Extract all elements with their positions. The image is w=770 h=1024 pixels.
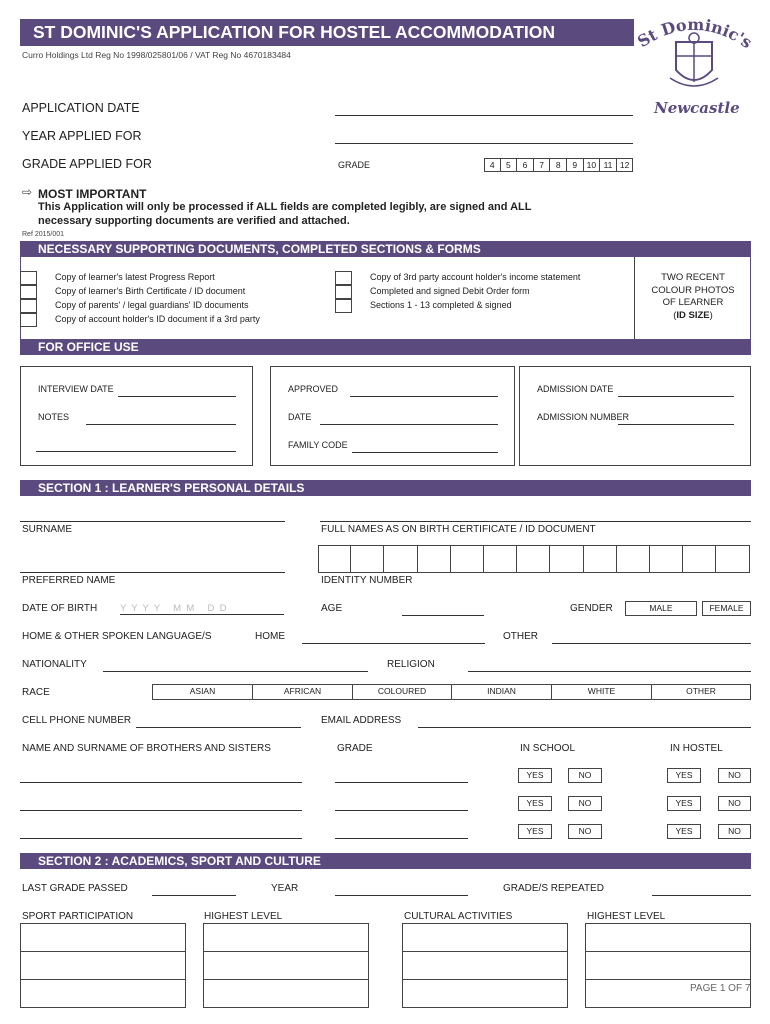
doc-item: Completed and signed Debit Order form [370, 286, 530, 296]
checkbox-parents-id[interactable] [20, 299, 37, 313]
notes-field-1[interactable] [86, 424, 236, 425]
identity-digit-cell[interactable] [351, 545, 384, 573]
age-field[interactable] [402, 615, 484, 616]
notes-label: NOTES [38, 412, 70, 422]
photo-instruction [635, 272, 751, 322]
cultural-entry-cell[interactable] [402, 979, 568, 1008]
religion-field[interactable] [468, 671, 751, 672]
identity-digit-cell[interactable] [617, 545, 650, 573]
doc-item: Copy of learner's Birth Certificate / ID document [55, 286, 246, 296]
section1-header: SECTION 1 : LEARNER'S PERSONAL DETAILS [20, 480, 751, 496]
in-hostel-yes-option[interactable]: YES [667, 768, 701, 783]
photo-line-4: (ID SIZE) [673, 309, 713, 321]
office-date-field[interactable] [320, 424, 498, 425]
cultural-entry-cell[interactable] [402, 951, 568, 980]
home-language-label: HOME [255, 631, 285, 642]
sibling-grade-field[interactable] [335, 838, 468, 839]
arrow-right-icon: ⇨ [22, 185, 33, 199]
grades-repeated-label: GRADE/S REPEATED [503, 883, 604, 894]
doc-item: Copy of learner's latest Progress Report [55, 272, 215, 282]
sport-level-cell[interactable] [203, 923, 369, 952]
cell-phone-label: CELL PHONE NUMBER [22, 715, 132, 726]
svg-text:St Dominic's: St Dominic' [634, 14, 748, 52]
grade-option[interactable]: 11 [600, 158, 617, 172]
in-hostel-yes-option[interactable]: YES [667, 796, 701, 811]
admission-number-label: ADMISSION NUMBER [537, 412, 630, 422]
full-names-label: FULL NAMES AS ON BIRTH CERTIFICATE / ID DOCUMENT [321, 524, 596, 535]
grade-option[interactable]: 10 [584, 158, 601, 172]
sport-level-cell[interactable] [203, 951, 369, 980]
year-applied-label: YEAR APPLIED FOR [22, 129, 142, 143]
nationality-label: NATIONALITY [22, 659, 87, 670]
notes-field-2[interactable] [36, 451, 236, 452]
dob-label: DATE OF BIRTH [22, 603, 98, 614]
checkbox-account-holder-id[interactable] [20, 313, 37, 327]
grade-option[interactable]: 12 [617, 158, 634, 172]
identity-digit-cell[interactable] [683, 545, 716, 573]
sibling-name-field[interactable] [20, 782, 302, 783]
in-hostel-no-option[interactable]: NO [718, 768, 751, 783]
religion-label: RELIGION [387, 659, 435, 670]
important-line-2: necessary supporting documents are verified and attached. [38, 215, 350, 227]
cultural-level-label: HIGHEST LEVEL [587, 911, 666, 922]
reference-number: Ref 2015/001 [22, 231, 65, 238]
home-language-field[interactable] [302, 643, 485, 644]
checkbox-sections-completed[interactable] [335, 299, 352, 313]
other-language-field[interactable] [552, 643, 751, 644]
office-section-header: FOR OFFICE USE [20, 339, 751, 355]
sport-label: SPORT PARTICIPATION [22, 911, 134, 922]
year-field[interactable] [335, 895, 468, 896]
approved-field[interactable] [350, 396, 498, 397]
in-school-no-option[interactable]: NO [568, 824, 602, 839]
identity-number-label: IDENTITY NUMBER [321, 575, 413, 586]
cultural-level-cell[interactable] [585, 951, 751, 980]
sibling-name-field[interactable] [20, 838, 302, 839]
gender-label: GENDER [570, 603, 613, 614]
surname-field[interactable] [20, 521, 285, 522]
family-code-label: FAMILY CODE [288, 440, 348, 450]
in-school-no-option[interactable]: NO [568, 796, 602, 811]
section2-header: SECTION 2 : ACADEMICS, SPORT AND CULTURE [20, 853, 751, 869]
gender-male-option[interactable]: MALE [625, 601, 697, 616]
sport-level-cell[interactable] [203, 979, 369, 1008]
race-white-option[interactable]: WHITE [552, 685, 652, 699]
grade-option[interactable]: 7 [534, 158, 551, 172]
doc-item: Copy of 3rd party account holder's income statement [370, 272, 581, 282]
docs-section-header: NECESSARY SUPPORTING DOCUMENTS, COMPLETED SECTIONS & FORMS [20, 241, 751, 257]
page-number: PAGE 1 OF 7 [690, 983, 751, 994]
language-label: HOME & OTHER SPOKEN LANGUAGE/S [22, 631, 212, 642]
sibling-name-field[interactable] [20, 810, 302, 811]
in-school-yes-option[interactable]: YES [518, 796, 552, 811]
full-names-field[interactable] [320, 521, 751, 522]
email-field[interactable] [418, 727, 751, 728]
in-hostel-no-option[interactable]: NO [718, 796, 751, 811]
grade-option[interactable]: 9 [567, 158, 584, 172]
interview-date-label: INTERVIEW DATE [38, 384, 114, 394]
sport-entry-cell[interactable] [20, 979, 186, 1008]
grade-option[interactable]: 5 [501, 158, 518, 172]
in-school-label: IN SCHOOL [520, 743, 576, 754]
checkbox-income-statement[interactable] [335, 271, 352, 285]
registration-text: Curro Holdings Ltd Reg No 1998/025801/06 / VAT Reg No 4670183484 [22, 50, 291, 60]
in-school-yes-option[interactable]: YES [518, 768, 552, 783]
checkbox-progress-report[interactable] [20, 271, 37, 285]
surname-label: SURNAME [22, 524, 73, 535]
race-asian-option[interactable]: ASIAN [153, 685, 253, 699]
last-grade-label: LAST GRADE PASSED [22, 883, 128, 894]
important-heading: MOST IMPORTANT [38, 187, 147, 201]
race-other-option[interactable]: OTHER [686, 686, 716, 696]
photo-line-1: TWO RECENT [661, 272, 725, 283]
other-language-label: OTHER [503, 631, 538, 642]
family-code-field[interactable] [352, 452, 498, 453]
gender-female-option[interactable]: FEMALE [702, 601, 751, 616]
admission-date-label: ADMISSION DATE [537, 384, 614, 394]
identity-digit-cell[interactable] [384, 545, 417, 573]
cell-phone-field[interactable] [136, 727, 301, 728]
race-african-option[interactable]: AFRICAN [253, 685, 353, 699]
grade-option[interactable]: 4 [484, 158, 501, 172]
admission-number-field[interactable] [618, 424, 734, 425]
doc-item: Copy of parents' / legal guardians' ID documents [55, 300, 249, 310]
cultural-level-cell[interactable] [585, 923, 751, 952]
doc-item: Sections 1 - 13 completed & signed [370, 300, 512, 310]
identity-digit-cell[interactable] [550, 545, 583, 573]
checkbox-birth-certificate[interactable] [20, 285, 37, 299]
photo-line-3: OF LEARNER [662, 297, 724, 308]
application-date-label: APPLICATION DATE [22, 101, 140, 115]
identity-digit-cell[interactable] [517, 545, 550, 573]
in-hostel-no-option[interactable]: NO [718, 824, 751, 839]
cultural-entry-cell[interactable] [402, 923, 568, 952]
important-line-1: This Application will only be processed if ALL fields are completed legibly, are signed and ALL [38, 201, 532, 213]
approved-label: APPROVED [288, 384, 339, 394]
photo-line-2: COLOUR PHOTOS [651, 284, 735, 296]
identity-digit-cell[interactable] [418, 545, 451, 573]
checkbox-debit-order[interactable] [335, 285, 352, 299]
application-date-field[interactable] [335, 115, 633, 116]
nationality-field[interactable] [103, 671, 368, 672]
identity-digit-cell[interactable] [584, 545, 617, 573]
email-label: EMAIL ADDRESS [321, 715, 402, 726]
identity-digit-cell[interactable] [484, 545, 517, 573]
dob-field[interactable]: Y Y Y Y M M D D [120, 603, 284, 615]
identity-digit-cell[interactable] [650, 545, 683, 573]
grades-repeated-field[interactable] [652, 895, 751, 896]
siblings-label: NAME AND SURNAME OF BROTHERS AND SISTERS [22, 743, 271, 754]
sibling-grade-label: GRADE [337, 743, 373, 754]
identity-digit-cell[interactable] [716, 545, 749, 573]
sport-entry-cell[interactable] [20, 923, 186, 952]
sport-entry-cell[interactable] [20, 951, 186, 980]
sport-level-label: HIGHEST LEVEL [204, 911, 283, 922]
admission-date-field[interactable] [618, 396, 734, 397]
last-grade-field[interactable] [152, 895, 236, 896]
grade-option[interactable]: 6 [517, 158, 534, 172]
in-school-no-option[interactable]: NO [568, 768, 602, 783]
race-label: RACE [22, 687, 50, 698]
grade-small-label: GRADE [338, 160, 371, 170]
identity-digit-cell[interactable] [451, 545, 484, 573]
in-hostel-label: IN HOSTEL [670, 743, 723, 754]
race-coloured-option[interactable]: COLOURED [353, 685, 452, 699]
grade-option[interactable]: 8 [550, 158, 567, 172]
page-title: ST DOMINIC'S APPLICATION FOR HOSTEL ACCOMMODATION [33, 22, 556, 42]
interview-date-field[interactable] [118, 396, 236, 397]
sibling-grade-field[interactable] [335, 810, 468, 811]
identity-digit-cell[interactable] [318, 545, 351, 573]
in-hostel-yes-option[interactable]: YES [667, 824, 701, 839]
race-indian-option[interactable]: INDIAN [452, 685, 552, 699]
grade-applied-label: GRADE APPLIED FOR [22, 157, 152, 171]
office-date-label: DATE [288, 412, 312, 422]
cultural-label: CULTURAL ACTIVITIES [404, 911, 513, 922]
doc-item: Copy of account holder's ID document if a 3rd party [55, 314, 260, 324]
preferred-name-label: PREFERRED NAME [22, 575, 116, 586]
preferred-name-field[interactable] [20, 572, 285, 573]
logo-location: Newcastle [654, 99, 740, 117]
sibling-grade-field[interactable] [335, 782, 468, 783]
year-applied-field[interactable] [335, 143, 633, 144]
in-school-yes-option[interactable]: YES [518, 824, 552, 839]
year-label: YEAR [271, 883, 299, 894]
age-label: AGE [321, 603, 343, 614]
